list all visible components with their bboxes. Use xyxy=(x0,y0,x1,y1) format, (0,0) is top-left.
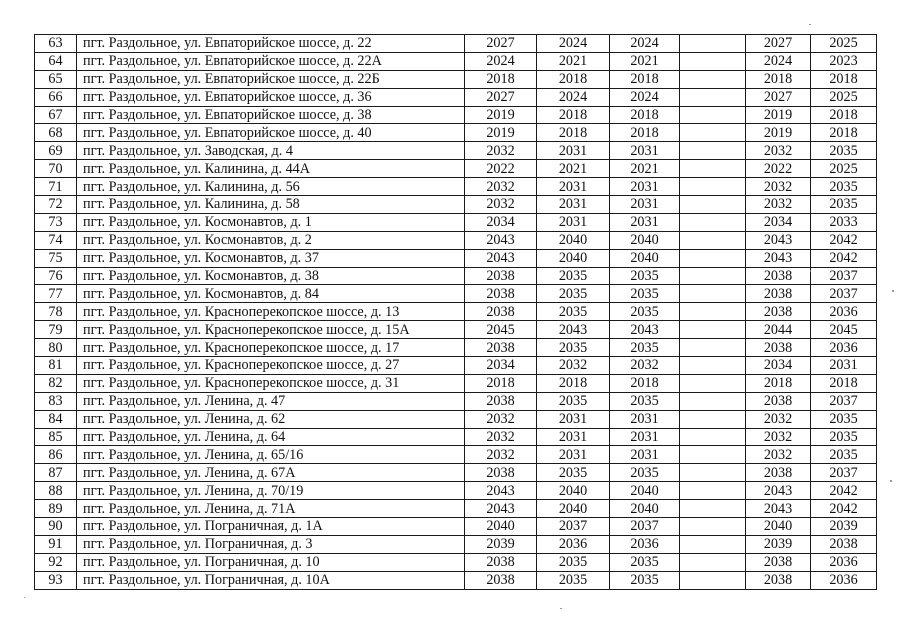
value-cell-4 xyxy=(680,464,746,482)
value-cell-3: 2031 xyxy=(610,142,680,160)
table-row xyxy=(35,392,877,410)
value-cell-1: 2032 xyxy=(465,196,537,214)
value-cell-6: 2035 xyxy=(811,446,877,464)
scan-speck xyxy=(892,290,894,292)
address-cell: пгт. Раздольное, ул. Красноперекопское шоссе, д. 27 xyxy=(77,357,465,375)
value-cell-6: 2018 xyxy=(811,70,877,88)
value-cell-3: 2018 xyxy=(610,70,680,88)
value-cell-3: 2035 xyxy=(610,285,680,303)
value-cell-1: 2018 xyxy=(465,374,537,392)
table-row xyxy=(35,70,877,88)
address-cell: пгт. Раздольное, ул. Космонавтов, д. 37 xyxy=(77,249,465,267)
address-cell: пгт. Раздольное, ул. Ленина, д. 65/16 xyxy=(77,446,465,464)
row-number-cell: 86 xyxy=(35,446,77,464)
address-cell: пгт. Раздольное, ул. Евпаторийское шоссе, д. 22Б xyxy=(77,70,465,88)
value-cell-6: 2036 xyxy=(811,553,877,571)
value-cell-4 xyxy=(680,142,746,160)
value-cell-3: 2035 xyxy=(610,464,680,482)
value-cell-3: 2021 xyxy=(610,52,680,70)
value-cell-1: 2032 xyxy=(465,178,537,196)
row-number-cell: 82 xyxy=(35,374,77,392)
row-number-cell: 78 xyxy=(35,303,77,321)
value-cell-3: 2031 xyxy=(610,446,680,464)
table-row xyxy=(35,374,877,392)
value-cell-2: 2024 xyxy=(537,35,610,53)
value-cell-2: 2036 xyxy=(537,535,610,553)
value-cell-4 xyxy=(680,392,746,410)
address-cell: пгт. Раздольное, ул. Калинина, д. 44А xyxy=(77,160,465,178)
value-cell-4 xyxy=(680,231,746,249)
value-cell-2: 2018 xyxy=(537,374,610,392)
value-cell-3: 2032 xyxy=(610,357,680,375)
value-cell-6: 2031 xyxy=(811,357,877,375)
value-cell-3: 2035 xyxy=(610,339,680,357)
value-cell-4 xyxy=(680,213,746,231)
value-cell-6: 2025 xyxy=(811,160,877,178)
value-cell-5: 2024 xyxy=(746,52,811,70)
value-cell-5: 2043 xyxy=(746,231,811,249)
row-number-cell: 83 xyxy=(35,392,77,410)
table-row xyxy=(35,357,877,375)
value-cell-4 xyxy=(680,267,746,285)
value-cell-1: 2038 xyxy=(465,267,537,285)
address-cell: пгт. Раздольное, ул. Калинина, д. 56 xyxy=(77,178,465,196)
table-row xyxy=(35,35,877,53)
table-row xyxy=(35,213,877,231)
table-row xyxy=(35,178,877,196)
table-row xyxy=(35,303,877,321)
value-cell-3: 2036 xyxy=(610,535,680,553)
value-cell-6: 2036 xyxy=(811,303,877,321)
address-cell: пгт. Раздольное, ул. Красноперекопское шоссе, д. 13 xyxy=(77,303,465,321)
address-cell: пгт. Раздольное, ул. Ленина, д. 71А xyxy=(77,500,465,518)
value-cell-6: 2033 xyxy=(811,213,877,231)
row-number-cell: 69 xyxy=(35,142,77,160)
table-body xyxy=(35,35,877,590)
scan-speck xyxy=(809,24,811,25)
value-cell-2: 2035 xyxy=(537,571,610,589)
value-cell-5: 2027 xyxy=(746,35,811,53)
value-cell-3: 2021 xyxy=(610,160,680,178)
value-cell-3: 2031 xyxy=(610,178,680,196)
address-cell: пгт. Раздольное, ул. Евпаторийское шоссе, д. 38 xyxy=(77,106,465,124)
value-cell-6: 2045 xyxy=(811,321,877,339)
value-cell-4 xyxy=(680,321,746,339)
value-cell-2: 2031 xyxy=(537,196,610,214)
value-cell-5: 2038 xyxy=(746,464,811,482)
row-number-cell: 87 xyxy=(35,464,77,482)
value-cell-3: 2018 xyxy=(610,374,680,392)
value-cell-1: 2043 xyxy=(465,249,537,267)
value-cell-6: 2042 xyxy=(811,249,877,267)
value-cell-3: 2018 xyxy=(610,106,680,124)
address-cell: пгт. Раздольное, ул. Пограничная, д. 1А xyxy=(77,518,465,536)
value-cell-1: 2043 xyxy=(465,231,537,249)
value-cell-6: 2025 xyxy=(811,35,877,53)
value-cell-1: 2022 xyxy=(465,160,537,178)
value-cell-3: 2043 xyxy=(610,321,680,339)
address-cell: пгт. Раздольное, ул. Евпаторийское шоссе, д. 36 xyxy=(77,88,465,106)
value-cell-6: 2035 xyxy=(811,178,877,196)
value-cell-2: 2018 xyxy=(537,124,610,142)
value-cell-2: 2031 xyxy=(537,213,610,231)
value-cell-4 xyxy=(680,374,746,392)
row-number-cell: 76 xyxy=(35,267,77,285)
row-number-cell: 91 xyxy=(35,535,77,553)
document-table xyxy=(34,34,877,590)
value-cell-5: 2038 xyxy=(746,339,811,357)
row-number-cell: 66 xyxy=(35,88,77,106)
value-cell-2: 2040 xyxy=(537,249,610,267)
value-cell-6: 2036 xyxy=(811,571,877,589)
value-cell-2: 2031 xyxy=(537,446,610,464)
value-cell-6: 2025 xyxy=(811,88,877,106)
table-row xyxy=(35,106,877,124)
value-cell-2: 2031 xyxy=(537,428,610,446)
row-number-cell: 77 xyxy=(35,285,77,303)
value-cell-1: 2032 xyxy=(465,410,537,428)
value-cell-2: 2035 xyxy=(537,285,610,303)
value-cell-6: 2037 xyxy=(811,392,877,410)
value-cell-2: 2031 xyxy=(537,410,610,428)
value-cell-1: 2027 xyxy=(465,35,537,53)
value-cell-2: 2040 xyxy=(537,231,610,249)
row-number-cell: 84 xyxy=(35,410,77,428)
value-cell-4 xyxy=(680,70,746,88)
table-row xyxy=(35,482,877,500)
value-cell-5: 2038 xyxy=(746,392,811,410)
value-cell-2: 2037 xyxy=(537,518,610,536)
address-cell: пгт. Раздольное, ул. Космонавтов, д. 38 xyxy=(77,267,465,285)
table-row xyxy=(35,231,877,249)
table-row xyxy=(35,142,877,160)
value-cell-3: 2035 xyxy=(610,267,680,285)
value-cell-2: 2032 xyxy=(537,357,610,375)
value-cell-3: 2031 xyxy=(610,428,680,446)
row-number-cell: 72 xyxy=(35,196,77,214)
address-cell: пгт. Раздольное, ул. Красноперекопское шоссе, д. 17 xyxy=(77,339,465,357)
value-cell-6: 2038 xyxy=(811,535,877,553)
value-cell-3: 2037 xyxy=(610,518,680,536)
value-cell-3: 2031 xyxy=(610,196,680,214)
address-cell: пгт. Раздольное, ул. Космонавтов, д. 1 xyxy=(77,213,465,231)
value-cell-1: 2038 xyxy=(465,392,537,410)
value-cell-4 xyxy=(680,571,746,589)
address-cell: пгт. Раздольное, ул. Ленина, д. 67А xyxy=(77,464,465,482)
value-cell-1: 2038 xyxy=(465,285,537,303)
value-cell-4 xyxy=(680,535,746,553)
value-cell-4 xyxy=(680,357,746,375)
address-cell: пгт. Раздольное, ул. Пограничная, д. 10 xyxy=(77,553,465,571)
value-cell-2: 2043 xyxy=(537,321,610,339)
address-cell: пгт. Раздольное, ул. Пограничная, д. 3 xyxy=(77,535,465,553)
value-cell-4 xyxy=(680,339,746,357)
value-cell-1: 2040 xyxy=(465,518,537,536)
value-cell-5: 2039 xyxy=(746,535,811,553)
value-cell-3: 2035 xyxy=(610,303,680,321)
address-cell: пгт. Раздольное, ул. Евпаторийское шоссе, д. 40 xyxy=(77,124,465,142)
value-cell-4 xyxy=(680,482,746,500)
value-cell-2: 2035 xyxy=(537,464,610,482)
value-cell-1: 2043 xyxy=(465,482,537,500)
value-cell-3: 2024 xyxy=(610,88,680,106)
value-cell-5: 2034 xyxy=(746,213,811,231)
value-cell-2: 2035 xyxy=(537,267,610,285)
value-cell-3: 2040 xyxy=(610,500,680,518)
address-cell: пгт. Раздольное, ул. Космонавтов, д. 2 xyxy=(77,231,465,249)
value-cell-1: 2038 xyxy=(465,464,537,482)
value-cell-5: 2043 xyxy=(746,500,811,518)
value-cell-6: 2042 xyxy=(811,482,877,500)
value-cell-5: 2038 xyxy=(746,553,811,571)
value-cell-3: 2031 xyxy=(610,410,680,428)
value-cell-5: 2032 xyxy=(746,446,811,464)
value-cell-3: 2031 xyxy=(610,213,680,231)
value-cell-6: 2037 xyxy=(811,267,877,285)
value-cell-5: 2018 xyxy=(746,374,811,392)
value-cell-6: 2039 xyxy=(811,518,877,536)
table-row xyxy=(35,535,877,553)
value-cell-6: 2023 xyxy=(811,52,877,70)
value-cell-3: 2024 xyxy=(610,35,680,53)
value-cell-1: 2019 xyxy=(465,124,537,142)
value-cell-2: 2018 xyxy=(537,70,610,88)
value-cell-2: 2021 xyxy=(537,52,610,70)
table-row xyxy=(35,571,877,589)
table-row xyxy=(35,500,877,518)
value-cell-4 xyxy=(680,518,746,536)
address-cell: пгт. Раздольное, ул. Ленина, д. 47 xyxy=(77,392,465,410)
value-cell-6: 2018 xyxy=(811,106,877,124)
value-cell-5: 2043 xyxy=(746,249,811,267)
address-cell: пгт. Раздольное, ул. Калинина, д. 58 xyxy=(77,196,465,214)
value-cell-4 xyxy=(680,88,746,106)
row-number-cell: 92 xyxy=(35,553,77,571)
value-cell-4 xyxy=(680,446,746,464)
value-cell-4 xyxy=(680,178,746,196)
value-cell-2: 2035 xyxy=(537,303,610,321)
value-cell-1: 2034 xyxy=(465,213,537,231)
table-row xyxy=(35,160,877,178)
address-cell: пгт. Раздольное, ул. Евпаторийское шоссе, д. 22А xyxy=(77,52,465,70)
value-cell-1: 2038 xyxy=(465,553,537,571)
row-number-cell: 68 xyxy=(35,124,77,142)
value-cell-1: 2027 xyxy=(465,88,537,106)
row-number-cell: 85 xyxy=(35,428,77,446)
value-cell-3: 2040 xyxy=(610,482,680,500)
row-number-cell: 71 xyxy=(35,178,77,196)
row-number-cell: 70 xyxy=(35,160,77,178)
value-cell-1: 2018 xyxy=(465,70,537,88)
scan-speck xyxy=(560,608,562,609)
table-row xyxy=(35,321,877,339)
row-number-cell: 81 xyxy=(35,357,77,375)
value-cell-2: 2040 xyxy=(537,482,610,500)
value-cell-5: 2019 xyxy=(746,124,811,142)
value-cell-4 xyxy=(680,196,746,214)
value-cell-2: 2021 xyxy=(537,160,610,178)
value-cell-4 xyxy=(680,124,746,142)
address-cell: пгт. Раздольное, ул. Ленина, д. 70/19 xyxy=(77,482,465,500)
value-cell-3: 2040 xyxy=(610,231,680,249)
value-cell-5: 2038 xyxy=(746,571,811,589)
document-table-container xyxy=(34,34,877,590)
value-cell-5: 2032 xyxy=(746,428,811,446)
value-cell-3: 2018 xyxy=(610,124,680,142)
value-cell-6: 2037 xyxy=(811,285,877,303)
value-cell-6: 2042 xyxy=(811,500,877,518)
value-cell-4 xyxy=(680,106,746,124)
value-cell-4 xyxy=(680,35,746,53)
value-cell-5: 2038 xyxy=(746,285,811,303)
value-cell-5: 2027 xyxy=(746,88,811,106)
table-row xyxy=(35,52,877,70)
table-row xyxy=(35,267,877,285)
table-row xyxy=(35,249,877,267)
row-number-cell: 93 xyxy=(35,571,77,589)
value-cell-2: 2024 xyxy=(537,88,610,106)
table-row xyxy=(35,196,877,214)
value-cell-1: 2032 xyxy=(465,446,537,464)
value-cell-1: 2038 xyxy=(465,571,537,589)
value-cell-5: 2038 xyxy=(746,267,811,285)
row-number-cell: 75 xyxy=(35,249,77,267)
scan-speck xyxy=(24,597,25,598)
value-cell-2: 2040 xyxy=(537,500,610,518)
value-cell-2: 2035 xyxy=(537,392,610,410)
value-cell-3: 2035 xyxy=(610,571,680,589)
row-number-cell: 64 xyxy=(35,52,77,70)
value-cell-4 xyxy=(680,285,746,303)
row-number-cell: 63 xyxy=(35,35,77,53)
address-cell: пгт. Раздольное, ул. Красноперекопское шоссе, д. 31 xyxy=(77,374,465,392)
value-cell-6: 2035 xyxy=(811,196,877,214)
value-cell-4 xyxy=(680,553,746,571)
row-number-cell: 67 xyxy=(35,106,77,124)
address-cell: пгт. Раздольное, ул. Ленина, д. 64 xyxy=(77,428,465,446)
address-cell: пгт. Раздольное, ул. Пограничная, д. 10А xyxy=(77,571,465,589)
value-cell-1: 2038 xyxy=(465,303,537,321)
value-cell-5: 2032 xyxy=(746,196,811,214)
value-cell-3: 2035 xyxy=(610,392,680,410)
table-row xyxy=(35,88,877,106)
value-cell-5: 2034 xyxy=(746,357,811,375)
value-cell-5: 2038 xyxy=(746,303,811,321)
row-number-cell: 73 xyxy=(35,213,77,231)
row-number-cell: 74 xyxy=(35,231,77,249)
value-cell-4 xyxy=(680,303,746,321)
value-cell-3: 2040 xyxy=(610,249,680,267)
table-row xyxy=(35,464,877,482)
table-row xyxy=(35,518,877,536)
value-cell-6: 2018 xyxy=(811,124,877,142)
value-cell-6: 2042 xyxy=(811,231,877,249)
row-number-cell: 65 xyxy=(35,70,77,88)
scan-speck xyxy=(810,270,811,272)
table-row xyxy=(35,285,877,303)
address-cell: пгт. Раздольное, ул. Заводская, д. 4 xyxy=(77,142,465,160)
value-cell-1: 2045 xyxy=(465,321,537,339)
address-cell: пгт. Раздольное, ул. Красноперекопское шоссе, д. 15А xyxy=(77,321,465,339)
address-cell: пгт. Раздольное, ул. Евпаторийское шоссе, д. 22 xyxy=(77,35,465,53)
value-cell-2: 2031 xyxy=(537,178,610,196)
table-row xyxy=(35,446,877,464)
address-cell: пгт. Раздольное, ул. Ленина, д. 62 xyxy=(77,410,465,428)
value-cell-6: 2037 xyxy=(811,464,877,482)
value-cell-1: 2034 xyxy=(465,357,537,375)
address-cell: пгт. Раздольное, ул. Космонавтов, д. 84 xyxy=(77,285,465,303)
row-number-cell: 90 xyxy=(35,518,77,536)
value-cell-2: 2035 xyxy=(537,339,610,357)
value-cell-6: 2035 xyxy=(811,410,877,428)
value-cell-1: 2032 xyxy=(465,142,537,160)
value-cell-4 xyxy=(680,52,746,70)
value-cell-1: 2038 xyxy=(465,339,537,357)
value-cell-5: 2032 xyxy=(746,142,811,160)
value-cell-1: 2039 xyxy=(465,535,537,553)
table-row xyxy=(35,553,877,571)
value-cell-4 xyxy=(680,249,746,267)
value-cell-5: 2044 xyxy=(746,321,811,339)
value-cell-4 xyxy=(680,500,746,518)
table-row xyxy=(35,428,877,446)
value-cell-2: 2035 xyxy=(537,553,610,571)
value-cell-6: 2035 xyxy=(811,428,877,446)
value-cell-2: 2018 xyxy=(537,106,610,124)
value-cell-5: 2018 xyxy=(746,70,811,88)
value-cell-4 xyxy=(680,428,746,446)
value-cell-5: 2019 xyxy=(746,106,811,124)
row-number-cell: 88 xyxy=(35,482,77,500)
row-number-cell: 80 xyxy=(35,339,77,357)
value-cell-1: 2032 xyxy=(465,428,537,446)
value-cell-1: 2019 xyxy=(465,106,537,124)
value-cell-1: 2024 xyxy=(465,52,537,70)
table-row xyxy=(35,339,877,357)
row-number-cell: 79 xyxy=(35,321,77,339)
table-row xyxy=(35,124,877,142)
scan-speck xyxy=(890,480,892,482)
value-cell-6: 2036 xyxy=(811,339,877,357)
value-cell-6: 2035 xyxy=(811,142,877,160)
value-cell-5: 2032 xyxy=(746,178,811,196)
value-cell-4 xyxy=(680,410,746,428)
value-cell-3: 2035 xyxy=(610,553,680,571)
value-cell-5: 2022 xyxy=(746,160,811,178)
value-cell-2: 2031 xyxy=(537,142,610,160)
value-cell-1: 2043 xyxy=(465,500,537,518)
value-cell-4 xyxy=(680,160,746,178)
value-cell-5: 2043 xyxy=(746,482,811,500)
value-cell-5: 2032 xyxy=(746,410,811,428)
table-row xyxy=(35,410,877,428)
value-cell-5: 2040 xyxy=(746,518,811,536)
value-cell-6: 2018 xyxy=(811,374,877,392)
row-number-cell: 89 xyxy=(35,500,77,518)
